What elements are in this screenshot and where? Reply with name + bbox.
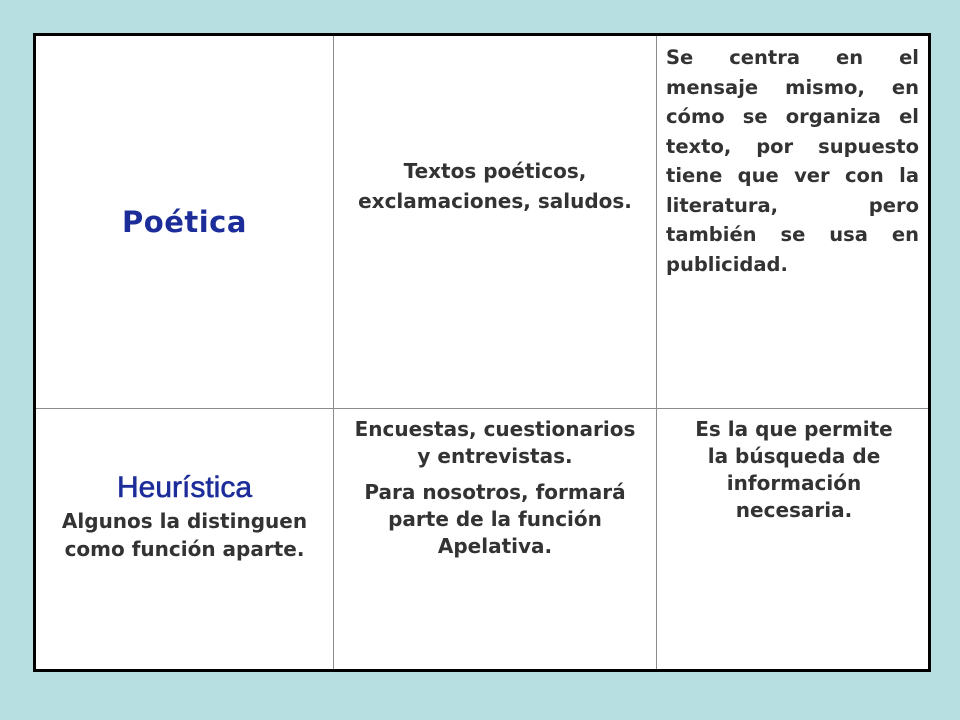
row-poetica-name-cell bbox=[36, 36, 333, 408]
row-heuristica-name-cell bbox=[36, 409, 333, 675]
description-heuristica: Es la que permite la búsqueda de información necesaria. bbox=[695, 417, 893, 522]
functions-table bbox=[33, 33, 931, 672]
row-heuristica-description-cell bbox=[657, 409, 931, 675]
row-poetica-examples-cell bbox=[334, 36, 656, 336]
examples-heuristica: Encuestas, cuestionarios y entrevistas. bbox=[354, 417, 636, 468]
row-poetica-description-cell bbox=[657, 43, 931, 403]
examples-poetica: Textos poéticos, exclamaciones, saludos. bbox=[358, 159, 632, 213]
function-name-poetica: Poética bbox=[122, 205, 247, 239]
function-name-heuristica: Heurística bbox=[116, 471, 253, 504]
description-poetica: Se centra en el mensaje mismo, en cómo se organiza el texto, por supuesto tiene que ver con la literatura, pero también se usa en publicidad. bbox=[666, 46, 919, 276]
row-heuristica-examples-cell bbox=[334, 409, 656, 675]
examples-heuristica-note: Para nosotros, formará parte de la función Apelativa. bbox=[364, 480, 626, 558]
heuristica-note: Algunos la distinguen como función aparte. bbox=[61, 509, 308, 561]
